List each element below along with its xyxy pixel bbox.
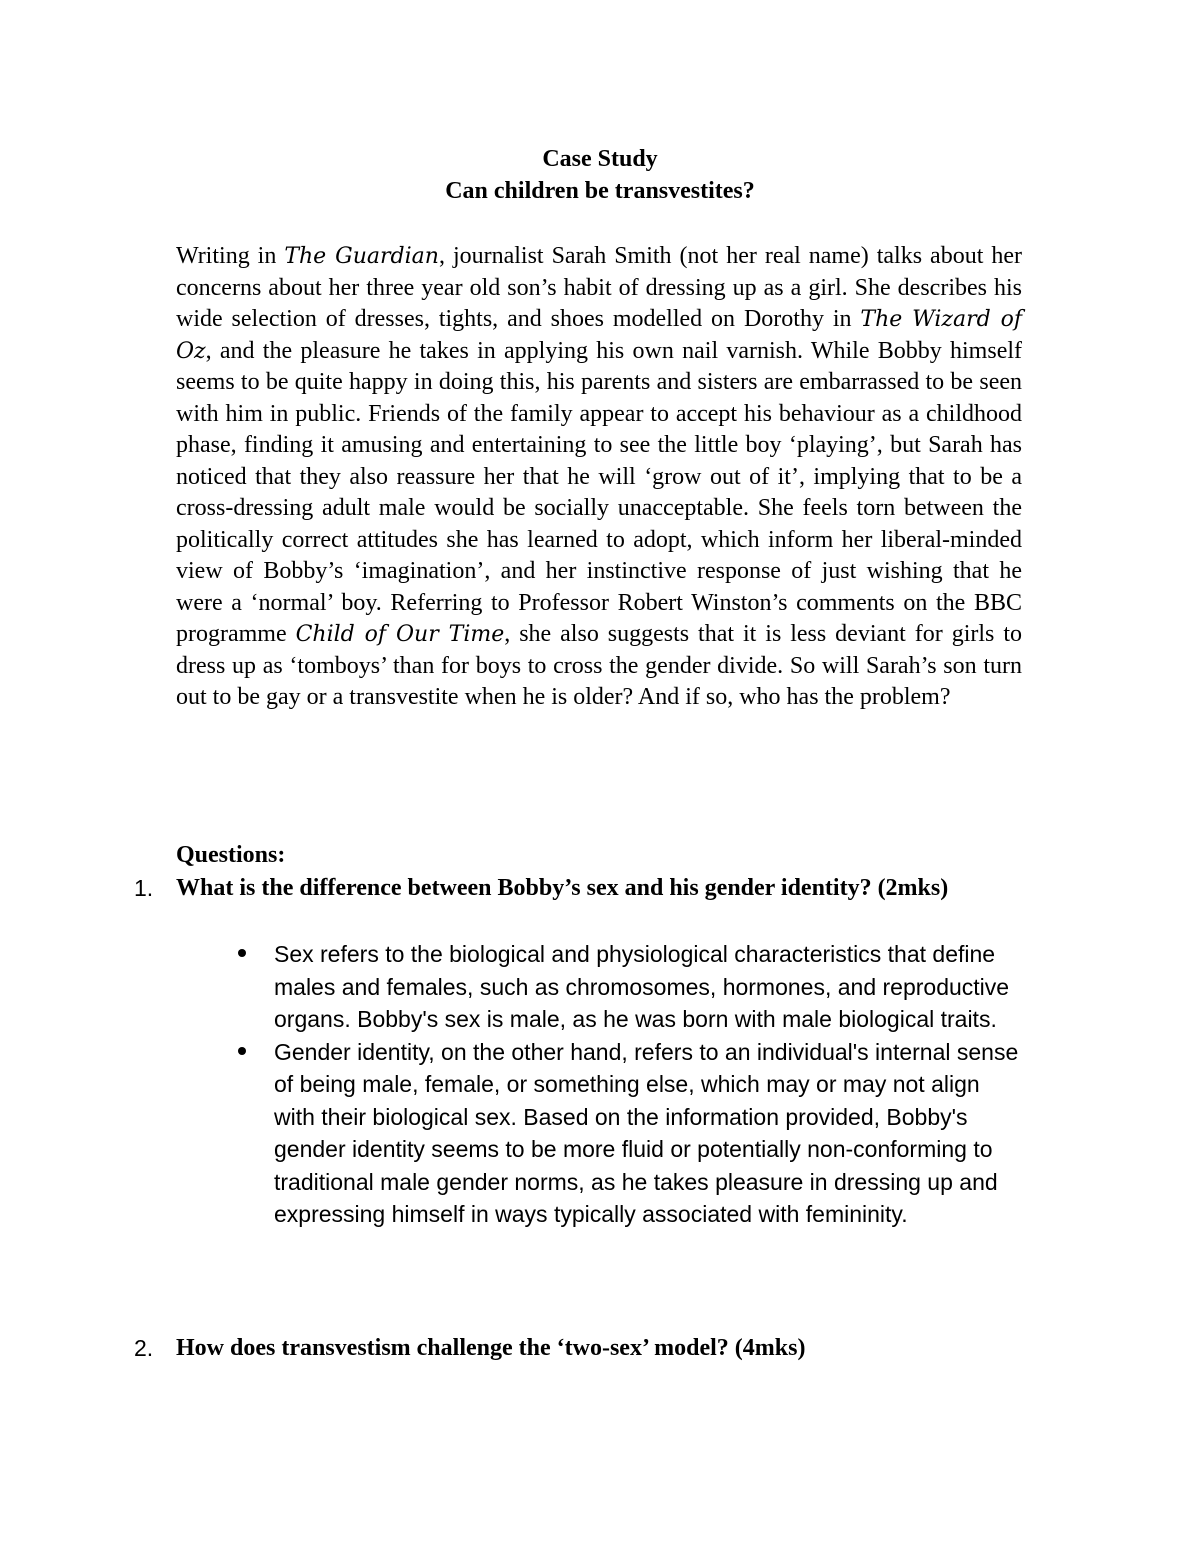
questions-heading: Questions: xyxy=(176,842,286,868)
document-subtitle: Can children be transvestites? xyxy=(445,178,755,204)
answer-item xyxy=(236,1036,1026,1231)
question-text: How does transvestism challenge the ‘two-sex’ model? (4mks) xyxy=(176,1335,806,1361)
title-block xyxy=(0,143,1200,207)
case-study-passage xyxy=(176,241,1022,714)
document-title: Case Study xyxy=(542,146,658,172)
publication-title: The Guardian xyxy=(284,244,439,269)
answer-list xyxy=(236,938,1026,1231)
passage-text-3: , and the pleasure he takes in applying his own nail varnish. While Bobby himself seems to be quite happy in doing this, his parents and sisters are embarrassed to be seen with him in public. Friends of the family appear to accept his behaviour as a childhood phase, finding it amusing and entertaining to see the little boy ‘playing’, but Sarah has noticed that they also reassure her that he will ‘grow out of it’, implying that to be a cross-dressing adult male would be socially unacceptable. She feels torn between the politically correct attitudes she has learned to adopt, which inform her liberal-minded view of Bobby’s ‘imagination’, and her instinctive response of just wishing that he were a ‘normal’ boy. Referring to Professor Robert Winston’s comments on the BBC programme xyxy=(176,337,1022,647)
question-text: What is the difference between Bobby’s sex and his gender identity? (2mks) xyxy=(176,875,949,901)
answer-text: Gender identity, on the other hand, refers to an individual's internal sense of being male, female, or something else, which may or may not align with their biological sex. Based on the information provided, Bobby's gender identity seems to be more fluid or potentially non-conforming to traditional male gender norms, as he takes pleasure in dressing up and expressing himself in ways typically associated with femininity. xyxy=(274,1038,1019,1227)
passage-text-4: , she also suggests that it is less deviant for girls to dress up as ‘tomboys’ than for boys to cross the gender divide. So will Sarah’s son turn out to be gay or a transvestite when he is older? And if so, who has the problem? xyxy=(176,621,1022,710)
passage-text-2: , journalist Sarah Smith (not her real name) talks about her concerns about her three year old son’s habit of dressing up as a girl. She describes his wide selection of dresses, tights, and shoes modelled on Dorothy in xyxy=(176,243,1022,332)
passage-text-1: Writing in xyxy=(176,243,285,269)
question-number: 2. xyxy=(134,1335,154,1361)
film-title: The Wizard of Oz xyxy=(176,307,1022,364)
programme-title: Child of Our Time xyxy=(295,622,505,647)
bullet-icon xyxy=(238,949,246,957)
answer-text: Sex refers to the biological and physiological characteristics that define males and females, such as chromosomes, hormones, and reproductive organs. Bobby's sex is male, as he was born with male biological traits. xyxy=(274,941,1010,1032)
bullet-icon xyxy=(238,1047,246,1055)
answer-item xyxy=(236,938,1026,1036)
question-number: 1. xyxy=(134,875,154,901)
